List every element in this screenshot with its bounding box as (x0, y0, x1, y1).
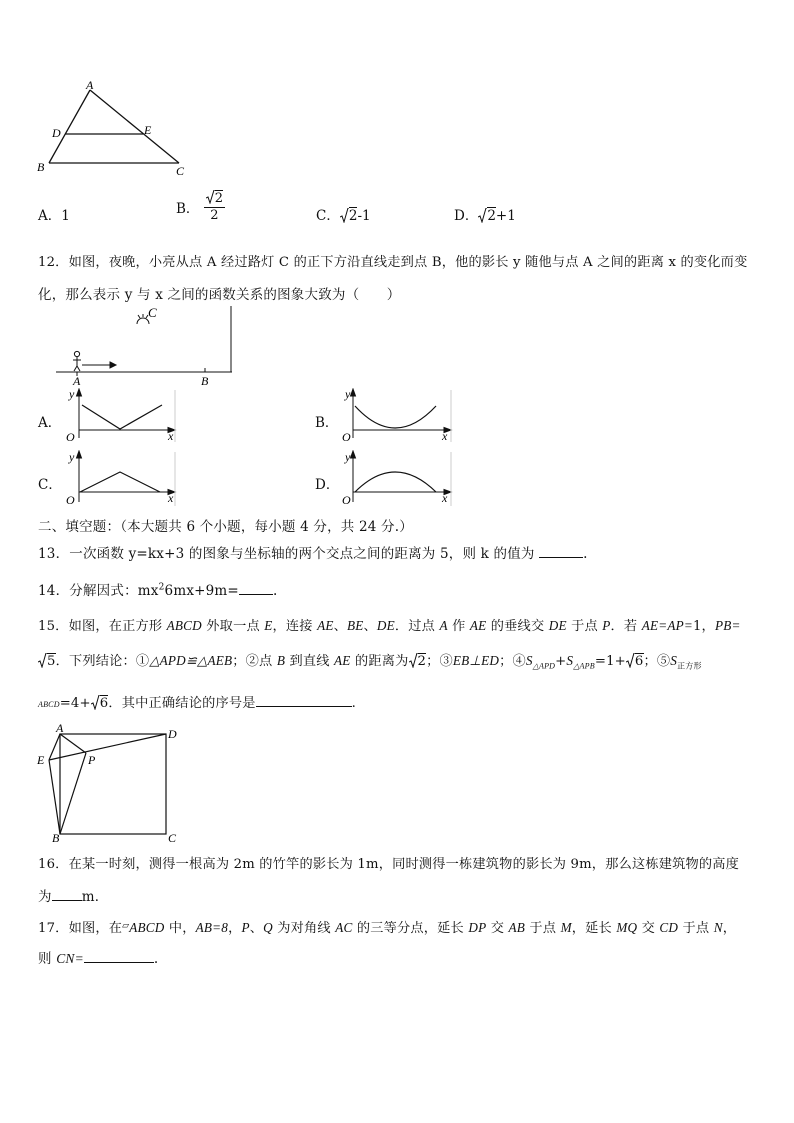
q11-option-c-tail: -1 (357, 208, 371, 224)
q15-subscript: ABCD (38, 700, 60, 709)
y-axis-arrow-icon (351, 451, 356, 458)
q14-line (38, 579, 277, 599)
q12-scene-figure (54, 302, 236, 388)
q14-pre: 14．分解因式：mx (38, 583, 159, 599)
x-axis-label: x (168, 491, 174, 505)
q15-text: △APD≌△AEB (149, 653, 233, 668)
q11-option-b-numerator (204, 190, 225, 208)
q17-text: CD (659, 920, 679, 935)
q14-answer-blank[interactable] (239, 582, 273, 595)
q16-line-2-post: m． (81, 889, 109, 905)
q17-text: ， (722, 921, 737, 936)
q15-text: ．下列结论：① (55, 654, 150, 669)
q15-line-2 (38, 650, 702, 672)
q12-graph-c-curve (80, 472, 160, 492)
y-axis-label: y (69, 388, 75, 401)
q17-text: CN= (56, 951, 84, 966)
q17-text: 交 (637, 921, 660, 936)
q15-text: 外取一点 (201, 619, 265, 634)
q17-line-1 (38, 917, 736, 936)
y-axis-arrow-icon (351, 389, 356, 396)
q15-square-figure (34, 722, 184, 844)
y-axis-arrow-icon (77, 389, 82, 396)
q14-end: . (272, 583, 278, 599)
q17-text: 的三等分点，延长 (352, 921, 469, 936)
q15-text: P (602, 618, 611, 633)
person-icon (73, 351, 81, 371)
q11-option-b-radicand: 2 (214, 191, 223, 206)
q15-segment-pb (60, 753, 86, 834)
q13-line (38, 542, 588, 562)
q11-option-d-tail: +1 (495, 208, 516, 224)
q15-line-3 (38, 692, 356, 711)
q11-label-c: C (176, 164, 185, 178)
q11-option-c[interactable] (316, 204, 371, 224)
q12-option-b-label[interactable]: B． (315, 415, 339, 431)
q17-text: DP (468, 920, 487, 935)
q15-label-d: D (168, 727, 177, 741)
q17-text: 于点 (525, 921, 561, 936)
origin-label: O (66, 430, 75, 444)
q15-text: ．若 (610, 619, 642, 634)
sqrt-sign-icon (340, 208, 349, 223)
q12-graph-a-curve (82, 405, 162, 429)
q15-text: AE=AP= (641, 618, 693, 633)
sqrt-sign-icon (91, 695, 100, 710)
q12-label-a: A (73, 374, 81, 388)
q15-segment-ae (49, 734, 60, 760)
q17-text: AC (335, 920, 353, 935)
q17-answer-blank[interactable] (84, 950, 154, 963)
q15-text: ；④ (499, 654, 526, 669)
q15-text: + (555, 654, 567, 669)
q17-text: N (713, 920, 723, 935)
x-axis-label: x (442, 429, 448, 443)
parallelogram-icon: ▱ (122, 921, 130, 931)
q15-text: ；②点 (232, 654, 277, 669)
q11-option-b-label: B． (176, 201, 200, 217)
q15-text: ；⑤ (643, 654, 671, 669)
q15-text: B (276, 653, 286, 668)
q15-text: S (525, 653, 533, 668)
q11-option-c-radicand: 2 (348, 208, 358, 224)
q17-text: 中， (164, 921, 196, 936)
section-heading-fill-in: 二、填空题：（本大题共 6 个小题，每小题 4 分，共 24 分.） (38, 519, 413, 535)
q17-text: ，延长 (571, 921, 617, 936)
q15-segment-eb (49, 760, 60, 834)
sqrt-sign-icon (626, 653, 635, 668)
q15-label-e: E (37, 753, 45, 767)
q15-text: 的距离为 (350, 654, 409, 669)
q11-option-b[interactable] (176, 190, 225, 224)
sqrt-sign-icon (478, 208, 487, 223)
q13-end: . (583, 546, 588, 562)
origin-label: O (342, 430, 351, 444)
q12-graph-b[interactable] (336, 388, 454, 444)
q15-text: AE (334, 653, 351, 668)
q15-line-1 (38, 615, 741, 634)
q15-answer-blank[interactable] (256, 694, 352, 707)
q11-option-b-denominator: 2 (210, 208, 219, 223)
q12-line-1: 12．如图，夜晚，小亮从点 A 经过路灯 C 的正下方沿直线走到点 B，他的影长 y 随他与点 A 之间的距离 x 的变化而变 (38, 255, 748, 270)
q15-text: 、 (333, 619, 347, 634)
origin-label: O (66, 493, 75, 507)
q17-end: . (153, 951, 159, 967)
q15-label-p: P (88, 753, 96, 767)
q15-radicand: 5 (47, 654, 56, 669)
q15-text: 、 (363, 619, 377, 634)
q15-radicand: 2 (417, 654, 427, 669)
q11-option-c-label: C． (316, 208, 340, 224)
sqrt-sign-icon (38, 653, 47, 668)
q17-text: AB=8 (195, 920, 229, 935)
q17-text: ABCD (129, 920, 165, 935)
q15-radicand: 6 (634, 654, 644, 669)
q15-text: AE (469, 618, 487, 633)
q15-label-a: A (56, 722, 64, 735)
q15-text: AE (317, 618, 334, 633)
q17-text: P (241, 920, 250, 935)
q11-option-d-label: D． (454, 208, 479, 224)
q11-option-d-radicand: 2 (487, 208, 496, 224)
q15-text: =4+ (59, 696, 91, 711)
sqrt-sign-icon (206, 190, 215, 204)
origin-label: O (342, 493, 351, 507)
sqrt-sign-icon (409, 653, 418, 668)
q15-text: =1+ (594, 654, 626, 669)
q12-graph-d-curve (355, 472, 436, 492)
q17-text: AB (508, 920, 526, 935)
q11-label-b: B (37, 160, 45, 174)
q11-side-ac (90, 90, 179, 163)
q11-option-d[interactable] (454, 204, 516, 224)
q12-option-c-label[interactable]: C． (38, 477, 62, 493)
q17-text: M (560, 920, 572, 935)
q17-text: 则 (38, 951, 57, 967)
q12-graph-c[interactable] (62, 450, 178, 508)
q12-graph-b-curve (355, 406, 436, 428)
q12-graph-d[interactable] (336, 450, 454, 508)
q15-text: 15．如图，在正方形 (38, 619, 167, 634)
q13-answer-blank[interactable] (539, 545, 583, 558)
q16-answer-blank[interactable] (52, 888, 82, 901)
q15-text: ；③ (426, 654, 453, 669)
walk-arrow-icon (82, 362, 116, 368)
q12-label-b: B (201, 374, 209, 388)
q12-label-c: C (148, 305, 157, 320)
q15-text: PB= (714, 618, 741, 633)
q14-post: 6mx+9m= (164, 583, 239, 599)
q15-text: ．过点 (394, 619, 440, 634)
q11-label-a: A (86, 78, 94, 92)
y-axis-arrow-icon (77, 451, 82, 458)
q11-option-a-label: A． (38, 208, 62, 224)
q11-triangle-figure (34, 78, 194, 178)
q15-subscript: △APD (532, 661, 556, 671)
q11-option-b-fraction (204, 190, 225, 224)
q11-label-e: E (144, 123, 152, 137)
y-axis-label: y (69, 450, 75, 464)
q15-text: S (670, 653, 678, 668)
q15-text: EB⊥ED (452, 653, 500, 668)
q12-graph-a[interactable] (62, 388, 178, 444)
q16-line-2 (38, 885, 108, 905)
q15-label-c: C (168, 831, 177, 844)
q15-radicand: 6 (99, 696, 109, 711)
x-axis-label: x (168, 429, 174, 443)
q15-text: 1， (692, 619, 715, 634)
q15-label-b: B (52, 831, 60, 844)
q15-segment-ed (49, 734, 166, 760)
q14-sup: 2 (158, 582, 165, 593)
q15-segment-ap (60, 734, 86, 753)
q15-text: BE (346, 618, 364, 633)
q15-subscript: △APB (573, 661, 595, 671)
q12-option-a-label[interactable]: A． (38, 415, 62, 431)
q15-text: DE (376, 618, 395, 633)
q12-line-2: 化，那么表示 y 与 x 之间的函数关系的图象大致为（ ） (38, 287, 401, 303)
x-axis-label: x (442, 491, 448, 505)
q16-line-2-pre: 为 (38, 889, 52, 905)
q15-end: . (351, 696, 357, 711)
y-axis-label: y (345, 450, 351, 464)
q15-text: 于点 (566, 619, 603, 634)
q17-text: 于点 (678, 921, 714, 936)
q17-text: ， (228, 921, 242, 936)
q13-text: 13．一次函数 y=kx+3 的图象与坐标轴的两个交点之间的距离为 5，则 k 的值为 (38, 546, 535, 562)
q15-text: ，连接 (272, 619, 318, 634)
q15-subscript: 正方形 (677, 661, 702, 671)
q17-line-2 (38, 947, 158, 967)
q17-text: 、 (249, 921, 264, 936)
q15-text: ．其中正确结论的序号是 (108, 696, 256, 711)
q15-text: S (566, 653, 574, 668)
q17-text: Q (263, 920, 273, 935)
q15-text: A (439, 618, 448, 633)
q15-text: ABCD (166, 618, 202, 633)
q15-text: 的垂线交 (486, 619, 549, 634)
q11-label-d: D (52, 126, 61, 140)
y-axis-label: y (345, 388, 351, 401)
q11-option-a-value: 1 (61, 208, 70, 224)
q15-text: 到直线 (285, 654, 335, 669)
q17-text: 交 (486, 921, 509, 936)
q11-option-a[interactable] (38, 204, 70, 224)
q16-line-1: 16．在某一时刻，测得一根高为 2m 的竹竿的影长为 1m，同时测得一栋建筑物的影长为 9m，那么这栋建筑物的高度 (38, 857, 740, 872)
q15-text: DE (548, 618, 567, 633)
q17-text: 为对角线 (272, 921, 336, 936)
q15-text: E (264, 618, 273, 633)
q17-text: MQ (616, 920, 638, 935)
q17-text: 17．如图，在 (38, 921, 123, 936)
q15-text: 作 (447, 619, 470, 634)
q12-option-d-label[interactable]: D． (315, 477, 340, 493)
